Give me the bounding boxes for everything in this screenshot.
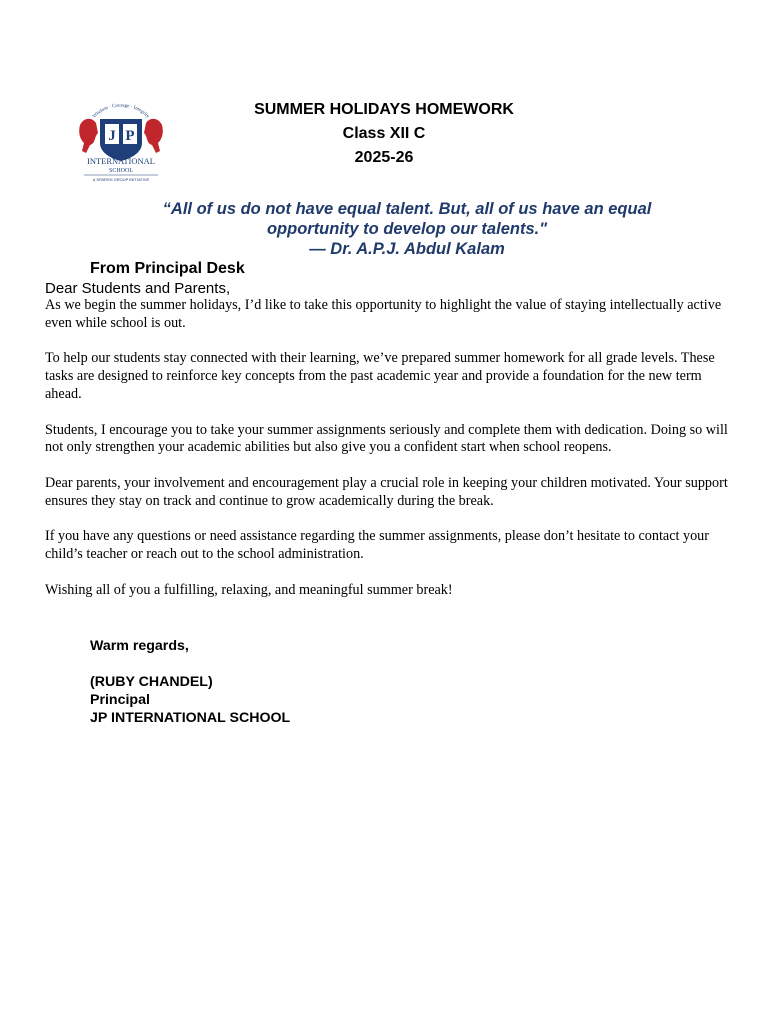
logo-school-line2: SCHOOL [108, 168, 134, 174]
salutation: Dear Students and Parents, [45, 280, 231, 297]
closing: Warm regards, [90, 638, 189, 654]
principal-role: Principal [90, 692, 150, 708]
logo-initial-p: P [125, 128, 135, 144]
school-name: JP INTERNATIONAL SCHOOL [90, 710, 291, 726]
left-lion-icon [79, 119, 98, 153]
class-name: Class XII C [342, 125, 426, 142]
letter-paragraph: Wishing all of you a fulfilling, relaxing, and meaningful summer break! [45, 581, 453, 598]
logo-tagline: A SPARSH GROUP INITIATIVE [92, 177, 150, 182]
quote-line-2: opportunity to develop our talents." [266, 220, 548, 238]
letter-paragraph: If you have any questions or need assistance regarding the summer assignments, please don’t hesitate to contact your child’s teacher or reach out to the school administration. [45, 528, 709, 563]
school-logo [74, 97, 168, 187]
letter-paragraph: Students, I encourage you to take your summer assignments seriously and complete them with dedication. Doing so will not only strengthen your academic abilities but also give you a confident start when school reopens. [45, 421, 728, 456]
logo-arc-text: Wisdom · Courage · Integrity [92, 103, 150, 120]
logo-school-line1: INTERNATIONAL [87, 156, 155, 166]
quote-block [100, 199, 714, 259]
desk-title: From Principal Desk [90, 260, 245, 277]
session-year: 2025-26 [354, 149, 414, 166]
letter-paragraph: As we begin the summer holidays, I’d like to take this opportunity to highlight the value of staying intellectually active even while school is out. [45, 297, 722, 331]
school-crest-graphic [74, 97, 168, 187]
quote-author: — Dr. A.P.J. Abdul Kalam [309, 240, 505, 258]
document-header [160, 98, 608, 170]
letter-paragraph: To help our students stay connected with their learning, we’ve prepared summer homework for all grade levels. These tasks are designed to reinforce key concepts from the past academic year and provide a foundation for the new term ahead. [45, 350, 715, 402]
document-title: SUMMER HOLIDAYS HOMEWORK [254, 101, 514, 118]
principal-name: (RUBY CHANDEL) [90, 674, 213, 690]
letter-body [45, 297, 735, 617]
logo-initial-j: J [108, 128, 116, 144]
signature-block [90, 637, 290, 727]
letter-paragraph: Dear parents, your involvement and encouragement play a crucial role in keeping your children motivated. Your support ensures they stay on track and continue to grow academically during the break. [45, 474, 728, 509]
quote-line-1: “All of us do not have equal talent. But, all of us have an equal [162, 200, 652, 218]
